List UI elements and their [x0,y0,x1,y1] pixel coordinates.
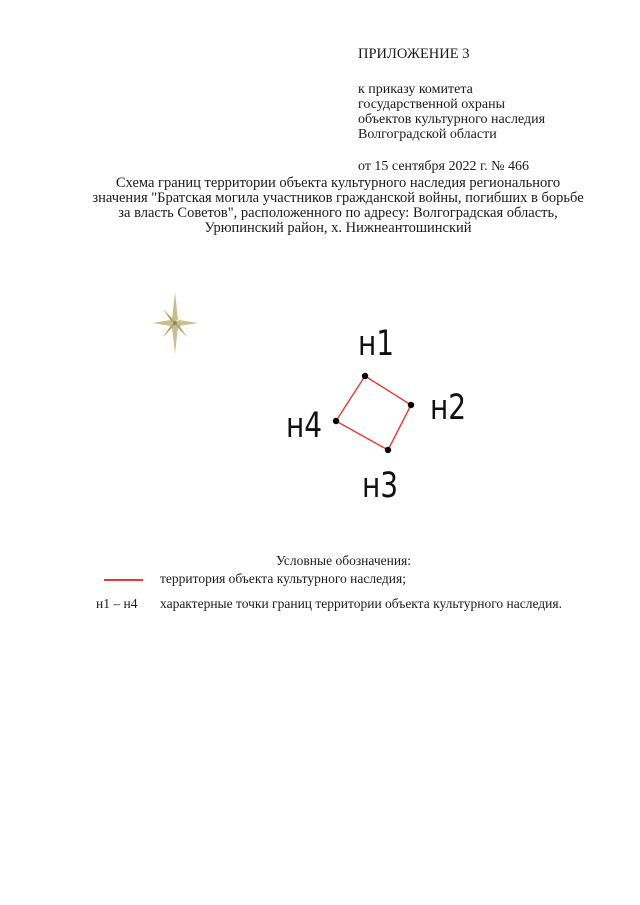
order-line: к приказу комитета [358,82,473,97]
scheme-title-line: Схема границ территории объекта культурного наследия регионального [115,175,561,191]
appendix-header [358,47,628,174]
order-line: объектов культурного наследия [358,112,546,127]
legend-title: Условные обозначения: [276,553,412,568]
legend-item-text: территория объекта культурного наследия; [160,571,406,586]
point-label-n1: н1 [358,324,395,364]
boundary-point-n2 [408,402,414,408]
boundary-point-n3 [385,447,391,453]
scheme-title [78,176,598,236]
boundary-plan [270,320,480,510]
red-line-swatch [104,579,143,581]
compass-rose-icon [152,292,198,354]
order-date: от 15 сентября 2022 г. № 466 [358,159,529,174]
order-line: государственной охраны [358,97,506,112]
scheme-title-line: за власть Советов", расположенного по адресу: Волгоградская область, [118,205,558,221]
order-reference [358,82,628,142]
legend-item-text: характерные точки границ территории объекта культурного наследия. [160,596,562,611]
compass-star [152,292,198,354]
point-label-n3: н3 [362,466,399,506]
order-line: Волгоградской области [358,127,497,142]
scheme-title-line: Урюпинский район, х. Нижнеантошинский [204,220,472,236]
boundary-point-n1 [362,373,368,379]
territory-boundary [336,376,411,450]
legend-item-key: н1 – н4 [96,596,138,611]
appendix-title: ПРИЛОЖЕНИЕ 3 [358,46,470,62]
scheme-title-line: значения "Братская могила участников гражданской войны, погибших в борьбе [92,190,584,206]
boundary-point-n4 [333,418,339,424]
point-label-n2: н2 [430,388,467,428]
point-label-n4: н4 [286,406,323,446]
